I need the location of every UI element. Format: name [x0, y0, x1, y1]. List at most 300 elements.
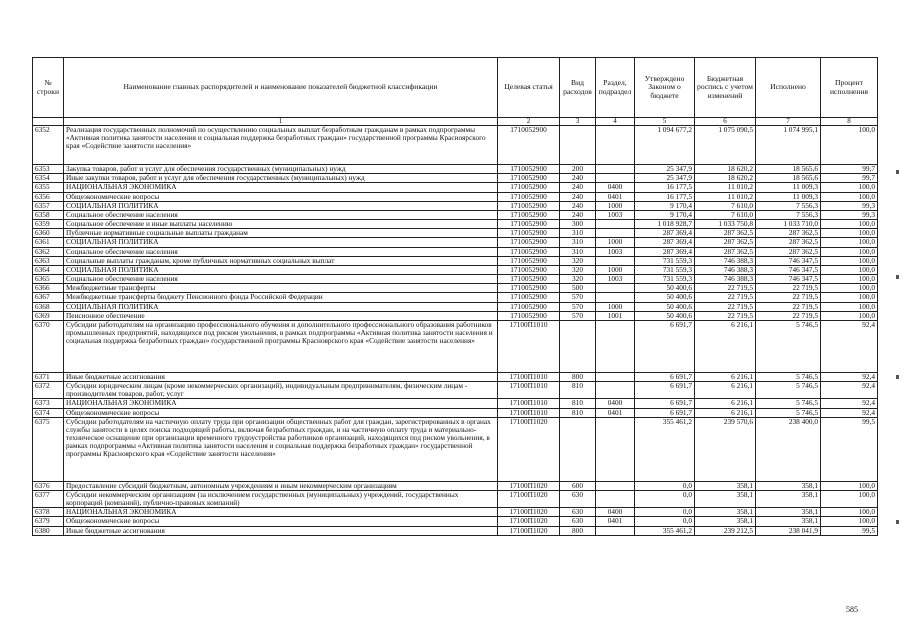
- execution-percent: 100,0: [821, 229, 878, 238]
- column-number: 8: [821, 118, 878, 126]
- expense-type: 300: [560, 220, 596, 229]
- budget-schedule-amount: 358,1: [695, 481, 756, 490]
- target-article: 1710052900: [498, 247, 560, 256]
- section-code: [596, 490, 635, 507]
- section-code: [596, 481, 635, 490]
- budget-schedule-amount: 6 216,1: [695, 320, 756, 372]
- expense-type: 240: [560, 210, 596, 219]
- expense-type: 600: [560, 481, 596, 490]
- budget-schedule-amount: 6 216,1: [695, 372, 756, 381]
- row-name: СОЦИАЛЬНАЯ ПОЛИТИКА: [64, 238, 498, 247]
- target-article: 17100П1010: [498, 382, 560, 399]
- table-row: [33, 490, 878, 507]
- approved-amount: 50 400,6: [635, 284, 695, 293]
- budget-schedule-amount: 239 570,6: [695, 417, 756, 481]
- expense-type: 310: [560, 247, 596, 256]
- expense-type: 240: [560, 174, 596, 183]
- execution-percent: 100,0: [821, 265, 878, 274]
- scan-edge-mark: [896, 375, 899, 379]
- header-row: [33, 58, 878, 118]
- execution-percent: 100,0: [821, 238, 878, 247]
- row-number: 6378: [33, 508, 64, 517]
- budget-execution-table: [32, 57, 878, 536]
- budget-schedule-amount: 1 033 750,8: [695, 220, 756, 229]
- target-article: 1710052900: [498, 210, 560, 219]
- table-row: [33, 382, 878, 399]
- executed-amount: 238 400,0: [756, 417, 821, 481]
- row-name: Общеэкономические вопросы: [64, 517, 498, 526]
- approved-amount: 0,0: [635, 508, 695, 517]
- execution-percent: 100,0: [821, 284, 878, 293]
- executed-amount: 18 565,6: [756, 165, 821, 174]
- budget-schedule-amount: 11 010,2: [695, 192, 756, 201]
- table-row: [33, 265, 878, 274]
- budget-schedule-amount: 11 010,2: [695, 183, 756, 192]
- budget-schedule-amount: 1 075 090,5: [695, 126, 756, 165]
- row-number: 6361: [33, 238, 64, 247]
- approved-amount: 287 369,4: [635, 247, 695, 256]
- scan-edge-mark: [896, 520, 899, 524]
- column-number: 4: [596, 118, 635, 126]
- approved-amount: 287 369,4: [635, 229, 695, 238]
- expense-type: 570: [560, 302, 596, 311]
- header-row-number: № строки: [33, 58, 64, 118]
- table-row: [33, 399, 878, 408]
- table-row: [33, 417, 878, 481]
- section-code: 1003: [596, 247, 635, 256]
- execution-percent: 99,7: [821, 165, 878, 174]
- expense-type: 630: [560, 508, 596, 517]
- row-number: 6360: [33, 229, 64, 238]
- row-number: 6367: [33, 293, 64, 302]
- executed-amount: 22 719,5: [756, 284, 821, 293]
- executed-amount: 358,1: [756, 481, 821, 490]
- target-article: 1710052900: [498, 183, 560, 192]
- table-row: [33, 220, 878, 229]
- executed-amount: 746 347,5: [756, 256, 821, 265]
- row-name: Общеэкономические вопросы: [64, 192, 498, 201]
- executed-amount: 358,1: [756, 508, 821, 517]
- target-article: 1710052900: [498, 201, 560, 210]
- page-number: 585: [846, 605, 858, 614]
- executed-amount: 238 041,9: [756, 526, 821, 535]
- target-article: 17100П1020: [498, 481, 560, 490]
- table-row: [33, 229, 878, 238]
- executed-amount: 5 746,5: [756, 320, 821, 372]
- row-name: Социальное обеспечение населения: [64, 247, 498, 256]
- section-code: 1000: [596, 265, 635, 274]
- target-article: 1710052900: [498, 275, 560, 284]
- executed-amount: 5 746,5: [756, 399, 821, 408]
- expense-type: 810: [560, 399, 596, 408]
- row-number: 6379: [33, 517, 64, 526]
- approved-amount: 6 691,7: [635, 399, 695, 408]
- execution-percent: 100,0: [821, 247, 878, 256]
- column-number: 3: [560, 118, 596, 126]
- expense-type: 810: [560, 382, 596, 399]
- scan-edge-mark: [896, 170, 899, 174]
- table-row: [33, 256, 878, 265]
- approved-amount: 50 400,6: [635, 293, 695, 302]
- row-name: Пенсионное обеспечение: [64, 311, 498, 320]
- approved-amount: 9 170,4: [635, 210, 695, 219]
- section-code: [596, 174, 635, 183]
- column-number: 2: [498, 118, 560, 126]
- section-code: 0400: [596, 183, 635, 192]
- expense-type: [560, 417, 596, 481]
- row-number: 6377: [33, 490, 64, 507]
- executed-amount: 11 009,3: [756, 183, 821, 192]
- approved-amount: 16 177,5: [635, 192, 695, 201]
- row-number: 6371: [33, 372, 64, 381]
- table-row: [33, 302, 878, 311]
- row-name: НАЦИОНАЛЬНАЯ ЭКОНОМИКА: [64, 399, 498, 408]
- executed-amount: 5 746,5: [756, 408, 821, 417]
- section-code: [596, 256, 635, 265]
- approved-amount: 731 559,3: [635, 265, 695, 274]
- approved-amount: 0,0: [635, 517, 695, 526]
- row-name: Субсидии некоммерческим организациям (за исключением государственных (муниципальных) учреждений, государственных корпораций (компаний), публично-правовых компаний): [64, 490, 498, 507]
- table-row: [33, 201, 878, 210]
- target-article: 1710052900: [498, 284, 560, 293]
- executed-amount: 746 347,5: [756, 265, 821, 274]
- expense-type: 800: [560, 526, 596, 535]
- table-row: [33, 183, 878, 192]
- executed-amount: 1 033 710,0: [756, 220, 821, 229]
- section-code: [596, 220, 635, 229]
- approved-amount: 50 400,6: [635, 302, 695, 311]
- row-number: 6370: [33, 320, 64, 372]
- budget-schedule-amount: 22 719,5: [695, 293, 756, 302]
- row-name: СОЦИАЛЬНАЯ ПОЛИТИКА: [64, 201, 498, 210]
- budget-schedule-amount: 358,1: [695, 490, 756, 507]
- target-article: 17100П1020: [498, 490, 560, 507]
- approved-amount: 731 559,3: [635, 275, 695, 284]
- row-name: Субсидии работодателям на организацию профессионального обучения и дополнительного профессионального образования работников промышленных предприятий, находящихся под риском увольнения, в рамках подпрограммы «Активная политика занятости населения и социальная поддержка безработных граждан» государственной программы Красноярского края «Содействие занятости населения»: [64, 320, 498, 372]
- execution-percent: 92,4: [821, 320, 878, 372]
- header-target-article: Целевая статья: [498, 58, 560, 118]
- approved-amount: 1 018 928,7: [635, 220, 695, 229]
- column-number: 1: [64, 118, 498, 126]
- expense-type: 800: [560, 372, 596, 381]
- section-code: 1000: [596, 302, 635, 311]
- table-body: [33, 126, 878, 536]
- target-article: 1710052900: [498, 238, 560, 247]
- row-name: НАЦИОНАЛЬНАЯ ЭКОНОМИКА: [64, 183, 498, 192]
- row-name: Публичные нормативные социальные выплаты гражданам: [64, 229, 498, 238]
- section-code: 1003: [596, 275, 635, 284]
- section-code: 1000: [596, 201, 635, 210]
- expense-type: 500: [560, 284, 596, 293]
- approved-amount: 6 691,7: [635, 320, 695, 372]
- target-article: 17100П1020: [498, 526, 560, 535]
- approved-amount: 25 347,9: [635, 165, 695, 174]
- executed-amount: 1 074 995,1: [756, 126, 821, 165]
- approved-amount: 0,0: [635, 490, 695, 507]
- target-article: 1710052900: [498, 192, 560, 201]
- row-number: 6369: [33, 311, 64, 320]
- budget-schedule-amount: 18 620,2: [695, 165, 756, 174]
- section-code: [596, 126, 635, 165]
- column-number: [33, 118, 64, 126]
- approved-amount: 6 691,7: [635, 372, 695, 381]
- header-executed: Исполнено: [756, 58, 821, 118]
- section-code: 1001: [596, 311, 635, 320]
- row-name: Социальные выплаты гражданам, кроме публичных нормативных социальных выплат: [64, 256, 498, 265]
- row-name: Субсидии работодателям на частичную оплату труда при организации общественных работ для граждан, зарегистрированных в органах службы занятости в целях поиска подходящей работы, включая безработных граждан, и на частичную оплату труда и материально-техническое оснащение при организации временного трудоустройства работников организаций, находящихся под риском увольнения, в рамках подпрограммы «Активная политика занятости населения и социальная поддержка безработных граждан» государственной программы Красноярского края «Содействие занятости населения»: [64, 417, 498, 481]
- executed-amount: 22 719,5: [756, 293, 821, 302]
- executed-amount: 5 746,5: [756, 382, 821, 399]
- row-number: 6368: [33, 302, 64, 311]
- execution-percent: 100,0: [821, 192, 878, 201]
- execution-percent: 99,3: [821, 210, 878, 219]
- expense-type: 200: [560, 165, 596, 174]
- row-number: 6357: [33, 201, 64, 210]
- column-number: 6: [695, 118, 756, 126]
- header-percent: Процент исполнения: [821, 58, 878, 118]
- execution-percent: 100,0: [821, 275, 878, 284]
- execution-percent: 100,0: [821, 293, 878, 302]
- column-number-row: [33, 118, 878, 126]
- expense-type: [560, 126, 596, 165]
- table-row: [33, 372, 878, 381]
- row-number: 6362: [33, 247, 64, 256]
- executed-amount: 287 362,5: [756, 229, 821, 238]
- target-article: 17100П1020: [498, 517, 560, 526]
- expense-type: 310: [560, 229, 596, 238]
- header-section: Раздел, подраздел: [596, 58, 635, 118]
- execution-percent: 92,4: [821, 399, 878, 408]
- row-number: 6373: [33, 399, 64, 408]
- execution-percent: 100,0: [821, 481, 878, 490]
- row-number: 6355: [33, 183, 64, 192]
- target-article: 1710052900: [498, 126, 560, 165]
- header-name: Наименование главных распорядителей и наименование показателей бюджетной классификации: [64, 58, 498, 118]
- approved-amount: 355 461,2: [635, 526, 695, 535]
- executed-amount: 358,1: [756, 517, 821, 526]
- execution-percent: 100,0: [821, 183, 878, 192]
- approved-amount: 16 177,5: [635, 183, 695, 192]
- table-row: [33, 174, 878, 183]
- section-code: 0400: [596, 508, 635, 517]
- target-article: 17100П1020: [498, 417, 560, 481]
- budget-schedule-amount: 7 610,0: [695, 201, 756, 210]
- row-number: 6374: [33, 408, 64, 417]
- table-row: [33, 293, 878, 302]
- table-row: [33, 238, 878, 247]
- section-code: [596, 320, 635, 372]
- table-row: [33, 210, 878, 219]
- expense-type: 630: [560, 517, 596, 526]
- section-code: [596, 284, 635, 293]
- row-number: 6376: [33, 481, 64, 490]
- row-number: 6380: [33, 526, 64, 535]
- executed-amount: 287 362,5: [756, 247, 821, 256]
- budget-schedule-amount: 7 610,0: [695, 210, 756, 219]
- row-number: 6375: [33, 417, 64, 481]
- expense-type: 810: [560, 408, 596, 417]
- table-row: [33, 508, 878, 517]
- section-code: [596, 229, 635, 238]
- execution-percent: 100,0: [821, 311, 878, 320]
- execution-percent: 99,5: [821, 526, 878, 535]
- table-row: [33, 126, 878, 165]
- approved-amount: 9 170,4: [635, 201, 695, 210]
- budget-schedule-amount: 239 212,5: [695, 526, 756, 535]
- row-name: Общеэкономические вопросы: [64, 408, 498, 417]
- expense-type: 320: [560, 256, 596, 265]
- row-number: 6365: [33, 275, 64, 284]
- row-name: Субсидии юридическим лицам (кроме некоммерческих организаций), индивидуальным предпринимателям, физическим лицам - производителям товаров, работ, услуг: [64, 382, 498, 399]
- execution-percent: 100,0: [821, 302, 878, 311]
- approved-amount: 6 691,7: [635, 408, 695, 417]
- scan-edge-mark: [896, 275, 899, 279]
- section-code: 1000: [596, 238, 635, 247]
- target-article: 1710052900: [498, 165, 560, 174]
- executed-amount: 18 565,6: [756, 174, 821, 183]
- section-code: 0401: [596, 517, 635, 526]
- row-number: 6363: [33, 256, 64, 265]
- executed-amount: 5 746,5: [756, 372, 821, 381]
- executed-amount: 11 009,3: [756, 192, 821, 201]
- header-approved: Утверждено Законом о бюджете: [635, 58, 695, 118]
- execution-percent: 100,0: [821, 220, 878, 229]
- approved-amount: 50 400,6: [635, 311, 695, 320]
- section-code: [596, 165, 635, 174]
- row-name: Реализация государственных полномочий по осуществлению социальных выплат безработным гражданам в рамках подпрограммы «Активная политика занятости населения и социальная поддержка безработных граждан» государственной программы Красноярского края «Содействие занятости населения»: [64, 126, 498, 165]
- column-number: 7: [756, 118, 821, 126]
- target-article: 1710052900: [498, 229, 560, 238]
- header-budget-schedule: Бюджетная роспись с учетом изменений: [695, 58, 756, 118]
- execution-percent: 100,0: [821, 508, 878, 517]
- section-code: [596, 382, 635, 399]
- target-article: 1710052900: [498, 265, 560, 274]
- row-number: 6356: [33, 192, 64, 201]
- section-code: 0401: [596, 408, 635, 417]
- budget-schedule-amount: 18 620,2: [695, 174, 756, 183]
- budget-schedule-amount: 22 719,5: [695, 302, 756, 311]
- row-number: 6354: [33, 174, 64, 183]
- table-row: [33, 408, 878, 417]
- row-number: 6364: [33, 265, 64, 274]
- budget-schedule-amount: 22 719,5: [695, 284, 756, 293]
- approved-amount: 25 347,9: [635, 174, 695, 183]
- table-row: [33, 526, 878, 535]
- execution-percent: 100,0: [821, 490, 878, 507]
- row-name: Иные закупки товаров, работ и услуг для обеспечения государственных (муниципальных) нужд: [64, 174, 498, 183]
- execution-percent: 99,3: [821, 201, 878, 210]
- row-name: СОЦИАЛЬНАЯ ПОЛИТИКА: [64, 302, 498, 311]
- row-number: 6359: [33, 220, 64, 229]
- budget-schedule-amount: 746 388,3: [695, 256, 756, 265]
- target-article: 17100П1010: [498, 320, 560, 372]
- budget-schedule-amount: 358,1: [695, 517, 756, 526]
- expense-type: 240: [560, 201, 596, 210]
- row-number: 6366: [33, 284, 64, 293]
- target-article: 1710052900: [498, 220, 560, 229]
- section-code: [596, 372, 635, 381]
- budget-schedule-amount: 22 719,5: [695, 311, 756, 320]
- row-name: Предоставление субсидий бюджетным, автономным учреждениям и иным некоммерческим организациям: [64, 481, 498, 490]
- budget-schedule-amount: 287 362,5: [695, 247, 756, 256]
- row-name: Межбюджетные трансферты: [64, 284, 498, 293]
- expense-type: 310: [560, 238, 596, 247]
- target-article: 1710052900: [498, 256, 560, 265]
- target-article: 17100П1010: [498, 372, 560, 381]
- target-article: 1710052900: [498, 302, 560, 311]
- approved-amount: 287 369,4: [635, 238, 695, 247]
- executed-amount: 22 719,5: [756, 311, 821, 320]
- row-number: 6372: [33, 382, 64, 399]
- target-article: 17100П1010: [498, 408, 560, 417]
- row-number: 6353: [33, 165, 64, 174]
- expense-type: 320: [560, 265, 596, 274]
- executed-amount: 287 362,5: [756, 238, 821, 247]
- row-number: 6352: [33, 126, 64, 165]
- execution-percent: 99,7: [821, 174, 878, 183]
- executed-amount: 746 347,5: [756, 275, 821, 284]
- table-row: [33, 165, 878, 174]
- table-row: [33, 311, 878, 320]
- section-code: 1003: [596, 210, 635, 219]
- execution-percent: 92,4: [821, 408, 878, 417]
- budget-schedule-amount: 287 362,5: [695, 229, 756, 238]
- expense-type: [560, 320, 596, 372]
- budget-schedule-amount: 746 388,3: [695, 265, 756, 274]
- row-name: Социальное обеспечение и иные выплаты населению: [64, 220, 498, 229]
- approved-amount: 1 094 677,2: [635, 126, 695, 165]
- target-article: 1710052900: [498, 174, 560, 183]
- section-code: [596, 293, 635, 302]
- execution-percent: 92,4: [821, 382, 878, 399]
- budget-schedule-amount: 6 216,1: [695, 382, 756, 399]
- table-row: [33, 284, 878, 293]
- expense-type: 570: [560, 293, 596, 302]
- budget-schedule-amount: 6 216,1: [695, 408, 756, 417]
- row-name: Межбюджетные трансферты бюджету Пенсионного фонда Российской Федерации: [64, 293, 498, 302]
- approved-amount: 0,0: [635, 481, 695, 490]
- table-row: [33, 247, 878, 256]
- target-article: 1710052900: [498, 293, 560, 302]
- expense-type: 630: [560, 490, 596, 507]
- approved-amount: 6 691,7: [635, 382, 695, 399]
- target-article: 17100П1020: [498, 508, 560, 517]
- expense-type: 570: [560, 311, 596, 320]
- section-code: [596, 417, 635, 481]
- execution-percent: 92,4: [821, 372, 878, 381]
- column-number: 5: [635, 118, 695, 126]
- table-row: [33, 517, 878, 526]
- table-row: [33, 192, 878, 201]
- header-expense-type: Вид расходов: [560, 58, 596, 118]
- row-name: Иные бюджетные ассигнования: [64, 372, 498, 381]
- budget-schedule-amount: 358,1: [695, 508, 756, 517]
- row-name: Социальное обеспечение населения: [64, 210, 498, 219]
- expense-type: 320: [560, 275, 596, 284]
- execution-percent: 100,0: [821, 517, 878, 526]
- budget-schedule-amount: 746 388,3: [695, 275, 756, 284]
- row-name: НАЦИОНАЛЬНАЯ ЭКОНОМИКА: [64, 508, 498, 517]
- executed-amount: 358,1: [756, 490, 821, 507]
- expense-type: 240: [560, 192, 596, 201]
- table-row: [33, 481, 878, 490]
- execution-percent: 100,0: [821, 126, 878, 165]
- section-code: 0401: [596, 192, 635, 201]
- target-article: 1710052900: [498, 311, 560, 320]
- approved-amount: 355 461,2: [635, 417, 695, 481]
- budget-schedule-amount: 6 216,1: [695, 399, 756, 408]
- table-row: [33, 275, 878, 284]
